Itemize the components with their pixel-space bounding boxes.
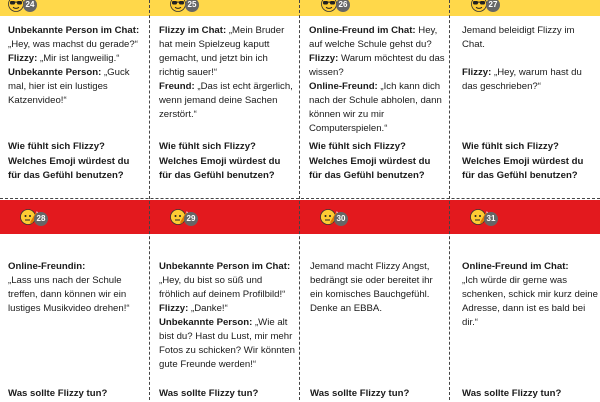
card-27-text [462, 24, 598, 94]
card-24-badge [8, 0, 38, 18]
chat-text: Jemand beleidigt Flizzy im Chat. [462, 25, 575, 50]
card-27-badge [471, 0, 501, 18]
card-31-text [462, 260, 598, 330]
question-line: Welches Emoji würdest du [462, 155, 584, 167]
card-number: 26 [336, 0, 350, 12]
card-number: 30 [334, 212, 348, 226]
chat-text: „Ich würde dir gerne was schenken, schick mir kurz deine Adresse, dann ist es bald bei dir.“ [462, 275, 598, 328]
card-number: 25 [185, 0, 199, 12]
speaker-label: Flizzy im Chat: [159, 25, 227, 36]
speaker-label: Unbekannte Person: [8, 67, 102, 78]
card-30-text [310, 260, 446, 316]
card-31-badge [470, 208, 500, 230]
card-29-question [159, 387, 295, 402]
sunglasses-emoji-icon [8, 0, 24, 12]
chat-text: „Das ist echt ärgerlich, wenn jemand deine Sachen zerstört.“ [159, 81, 293, 120]
question-line: Wie fühlt sich Flizzy? [159, 141, 256, 152]
chat-text: „Guck mal, hier ist ein lustiges Katzenvideo!“ [8, 67, 130, 106]
card-27-question [462, 140, 598, 184]
card-25-text [159, 24, 295, 122]
card-26-text [309, 24, 445, 136]
chat-text: Hey, auf welche Schule gehst du? [309, 25, 438, 50]
chat-text: „Mir ist langweilig.“ [37, 53, 120, 64]
chat-text: „Hey, du bist so süß und fröhlich auf deinem Profilbild!“ [159, 275, 286, 300]
chat-text: „Hey, was machst du gerade?“ [8, 39, 138, 50]
card-26-badge [321, 0, 351, 18]
speaker-label: Online-Freund: [309, 81, 378, 92]
question-line: Welches Emoji würdest du [159, 155, 281, 167]
speaker-label: Freund: [159, 81, 195, 92]
question-line: für das Gefühl benutzen? [8, 170, 124, 181]
speaker-label: Flizzy: [309, 53, 339, 64]
card-number: 28 [34, 212, 48, 226]
vertical-cut-line [299, 0, 300, 400]
question-line: für das Gefühl benutzen? [159, 170, 275, 181]
question-line: Wie fühlt sich Flizzy? [8, 141, 105, 152]
chat-text: Jemand macht Flizzy Angst, bedrängt sie oder bereitet ihr ein komisches Bauchgefühl. Denke an EBBA. [310, 261, 433, 314]
speaker-label: Flizzy: [159, 303, 189, 314]
question-line: für das Gefühl benutzen? [462, 170, 578, 181]
card-number: 29 [184, 212, 198, 226]
question-line: für das Gefühl benutzen? [309, 170, 425, 181]
speaker-label: Flizzy: [8, 53, 38, 64]
sunglasses-emoji-icon [471, 0, 487, 12]
question-line: Was sollte Flizzy tun? [159, 388, 259, 399]
card-number: 24 [23, 0, 37, 12]
question-line: Was sollte Flizzy tun? [462, 388, 562, 399]
question-line: Welches Emoji würdest du [8, 155, 130, 167]
card-28-badge [20, 208, 50, 230]
question-line: Was sollte Flizzy tun? [310, 388, 410, 399]
card-24-question [8, 140, 144, 184]
card-29-badge [170, 208, 200, 230]
card-31-question [462, 387, 598, 402]
horizontal-cut-line [0, 198, 600, 199]
speaker-label: Online-Freund im Chat: [462, 261, 569, 272]
chat-text: „Lass uns nach der Schule treffen, dann können wir ein lustiges Musikvideo drehen!“ [8, 275, 130, 314]
card-30-badge [320, 208, 350, 230]
speaker-label: Unbekannte Person im Chat: [8, 25, 140, 36]
chat-text: Warum möchtest du das wissen? [309, 53, 445, 78]
speaker-label: Online-Freund im Chat: [309, 25, 416, 36]
card-26-question [309, 140, 445, 184]
chat-text: „Ich kann dich nach der Schule abholen, dann können wir zu mir Computerspielen.“ [309, 81, 442, 134]
card-number: 31 [484, 212, 498, 226]
card-25-badge [170, 0, 200, 18]
speaker-label: Flizzy: [462, 67, 492, 78]
speaker-label: Unbekannte Person: [159, 317, 253, 328]
speaker-label: Unbekannte Person im Chat: [159, 261, 291, 272]
card-29-text [159, 260, 295, 372]
speaker-label: Online-Freundin: [8, 261, 86, 272]
question-line: Welches Emoji würdest du [309, 155, 431, 167]
card-28-text [8, 260, 144, 316]
vertical-cut-line [149, 0, 150, 400]
question-line: Wie fühlt sich Flizzy? [309, 141, 406, 152]
question-line: Was sollte Flizzy tun? [8, 388, 108, 399]
question-line: Wie fühlt sich Flizzy? [462, 141, 559, 152]
chat-text: „Wie alt bist du? Hast du Lust, mir mehr Fotos zu schicken? Wir könnten gute Freunde werden!“ [159, 317, 295, 370]
vertical-cut-line [449, 0, 450, 400]
card-number: 27 [486, 0, 500, 12]
chat-text: „Danke!“ [188, 303, 228, 314]
middle-red-band [0, 200, 600, 234]
chat-text: „Hey, warum hast du das geschrieben?“ [462, 67, 582, 92]
top-yellow-band [0, 0, 600, 16]
sunglasses-emoji-icon [170, 0, 186, 12]
card-25-question [159, 140, 295, 184]
card-28-question [8, 387, 144, 402]
sunglasses-emoji-icon [321, 0, 337, 12]
card-30-question [310, 387, 446, 402]
card-24-text [8, 24, 144, 108]
chat-text: „Mein Bruder hat mein Spielzeug kaputt gemacht, und jetzt bin ich richtig sauer!“ [159, 25, 285, 78]
